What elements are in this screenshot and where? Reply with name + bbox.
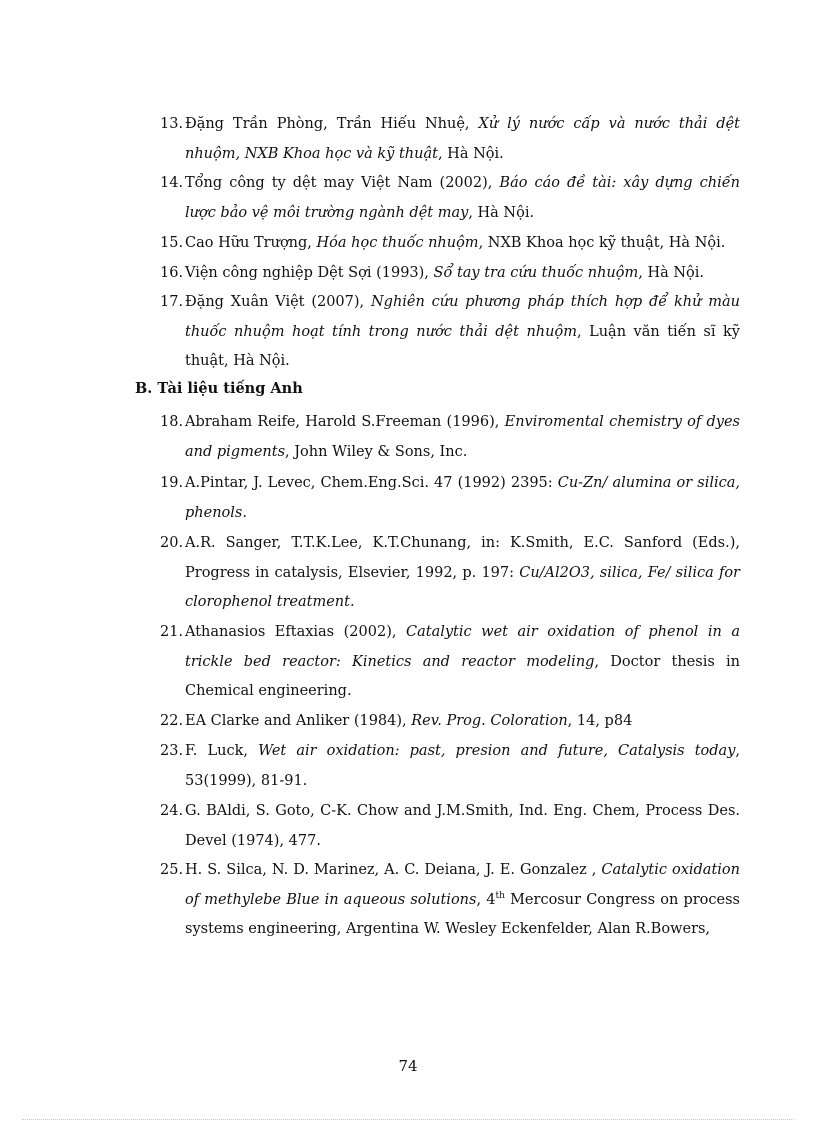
reference-item (160, 856, 740, 945)
reference-publisher: , Hà Nội. (437, 145, 504, 162)
reference-publisher: , John Wiley & Sons, Inc. (285, 443, 468, 460)
reference-title: Xử lý nước cấp và nước thải dệt nhuộm, NXB Khoa học và kỹ thuật (185, 116, 740, 162)
reference-publisher: , 4 (476, 891, 496, 908)
reference-item (160, 110, 740, 169)
reference-title: Enviromental chemistry of dyes and pigments (185, 414, 740, 460)
reference-publisher: , Hà Nội. (638, 265, 705, 281)
reference-item (160, 737, 740, 796)
reference-item (160, 408, 740, 467)
reference-item (160, 288, 740, 377)
reference-authors: A.R. Sanger, T.T.K.Lee, K.T.Chunang, in: K.Smith, E.C. Sanford (Eds.), Progress in catalysis, Elsevier, 1992, p. 197: (185, 535, 740, 581)
reference-item (160, 169, 740, 228)
reference-authors: Viện công nghiệp Dệt Sợi (1993), (185, 265, 434, 281)
section-heading: B. Tài liệu tiếng Anh (135, 380, 303, 397)
reference-publisher: , 53(1999), 81-91. (185, 743, 740, 789)
reference-title: Catalytic oxidation of methylebe Blue in aqueous solutions (185, 862, 740, 908)
reference-number: 13. (160, 116, 184, 132)
reference-publisher: , 14, p84 (567, 713, 633, 729)
reference-publisher: , Luận văn tiến sĩ kỹ thuật, Hà Nội. (185, 323, 740, 369)
reference-title: Hóa học thuốc nhuộm (316, 235, 479, 251)
reference-authors: Cao Hữu Trượng, (185, 235, 317, 251)
reference-number: 20. (160, 535, 184, 551)
reference-title: Catalytic wet air oxidation of phenol in a trickle bed reactor: Kinetics and reactor modeling (185, 624, 740, 670)
reference-authors: G. BAldi, S. Goto, C-K. Chow and J.M.Smith, Ind. Eng. Chem, Process Des. Devel (1974), 477. (185, 803, 740, 849)
reference-item (160, 707, 740, 737)
reference-authors: Tổng công ty dệt may Việt Nam (2002), (185, 175, 500, 191)
reference-item (160, 259, 740, 289)
reference-item (160, 797, 740, 856)
ordinal-suffix: th (495, 890, 505, 901)
reference-number: 14. (160, 175, 184, 191)
reference-number: 23. (160, 743, 184, 759)
reference-item (160, 469, 740, 528)
reference-authors: Abraham Reife, Harold S.Freeman (1996), (185, 414, 505, 430)
reference-publisher-cont: Mercosur Congress on process systems engineering, Argentina W. Wesley Eckenfelder, Alan R.Bowers, (185, 891, 740, 937)
reference-authors: H. S. Silca, N. D. Marinez, A. C. Deiana, J. E. Gonzalez , (185, 862, 602, 878)
reference-title: Wet air oxidation: past, presion and future, Catalysis today (258, 743, 736, 759)
reference-title: Sổ tay tra cứu thuốc nhuộm (433, 265, 639, 281)
reference-publisher: , Hà Nội. (468, 204, 535, 221)
reference-authors: Đặng Trần Phòng, Trần Hiếu Nhuệ, (185, 116, 479, 132)
reference-item (160, 618, 740, 707)
reference-number: 22. (160, 713, 184, 729)
reference-number: 19. (160, 475, 184, 491)
reference-title: Cu-Zn/ alumina or silica, phenols. (185, 475, 741, 521)
reference-authors: Đặng Xuân Việt (2007), (185, 294, 371, 310)
page-number: 74 (398, 1057, 418, 1075)
reference-number: 17. (160, 294, 184, 310)
reference-item (160, 529, 740, 618)
reference-number: 25. (160, 862, 184, 878)
reference-authors: F. Luck, (185, 743, 259, 759)
reference-publisher: , NXB Khoa học kỹ thuật, Hà Nội. (478, 235, 726, 251)
reference-title: Rev. Prog. Coloration (411, 713, 568, 729)
reference-number: 18. (160, 414, 184, 430)
reference-authors: EA Clarke and Anliker (1984), (185, 713, 412, 729)
page-bottom-divider (22, 1119, 794, 1120)
reference-title: Cu/Al2O3, silica, Fe/ silica for clorophenol treatment. (185, 564, 740, 610)
reference-number: 21. (160, 624, 184, 640)
reference-number: 24. (160, 803, 184, 819)
reference-title: Báo cáo đề tài: xây dựng chiến lược bảo vệ môi trường ngành dệt may (185, 175, 740, 221)
reference-publisher: , Doctor thesis in Chemical engineering. (185, 653, 740, 699)
reference-authors: Athanasios Eftaxias (2002), (185, 624, 406, 640)
reference-item (160, 229, 740, 259)
reference-title: Nghiên cứu phương pháp thích hợp để khử màu thuốc nhuộm hoạt tính trong nước thải dệt nhuộm (185, 294, 741, 340)
reference-authors: A.Pintar, J. Levec, Chem.Eng.Sci. 47 (1992) 2395: (185, 475, 558, 491)
reference-number: 15. (160, 235, 184, 251)
reference-number: 16. (160, 265, 184, 281)
